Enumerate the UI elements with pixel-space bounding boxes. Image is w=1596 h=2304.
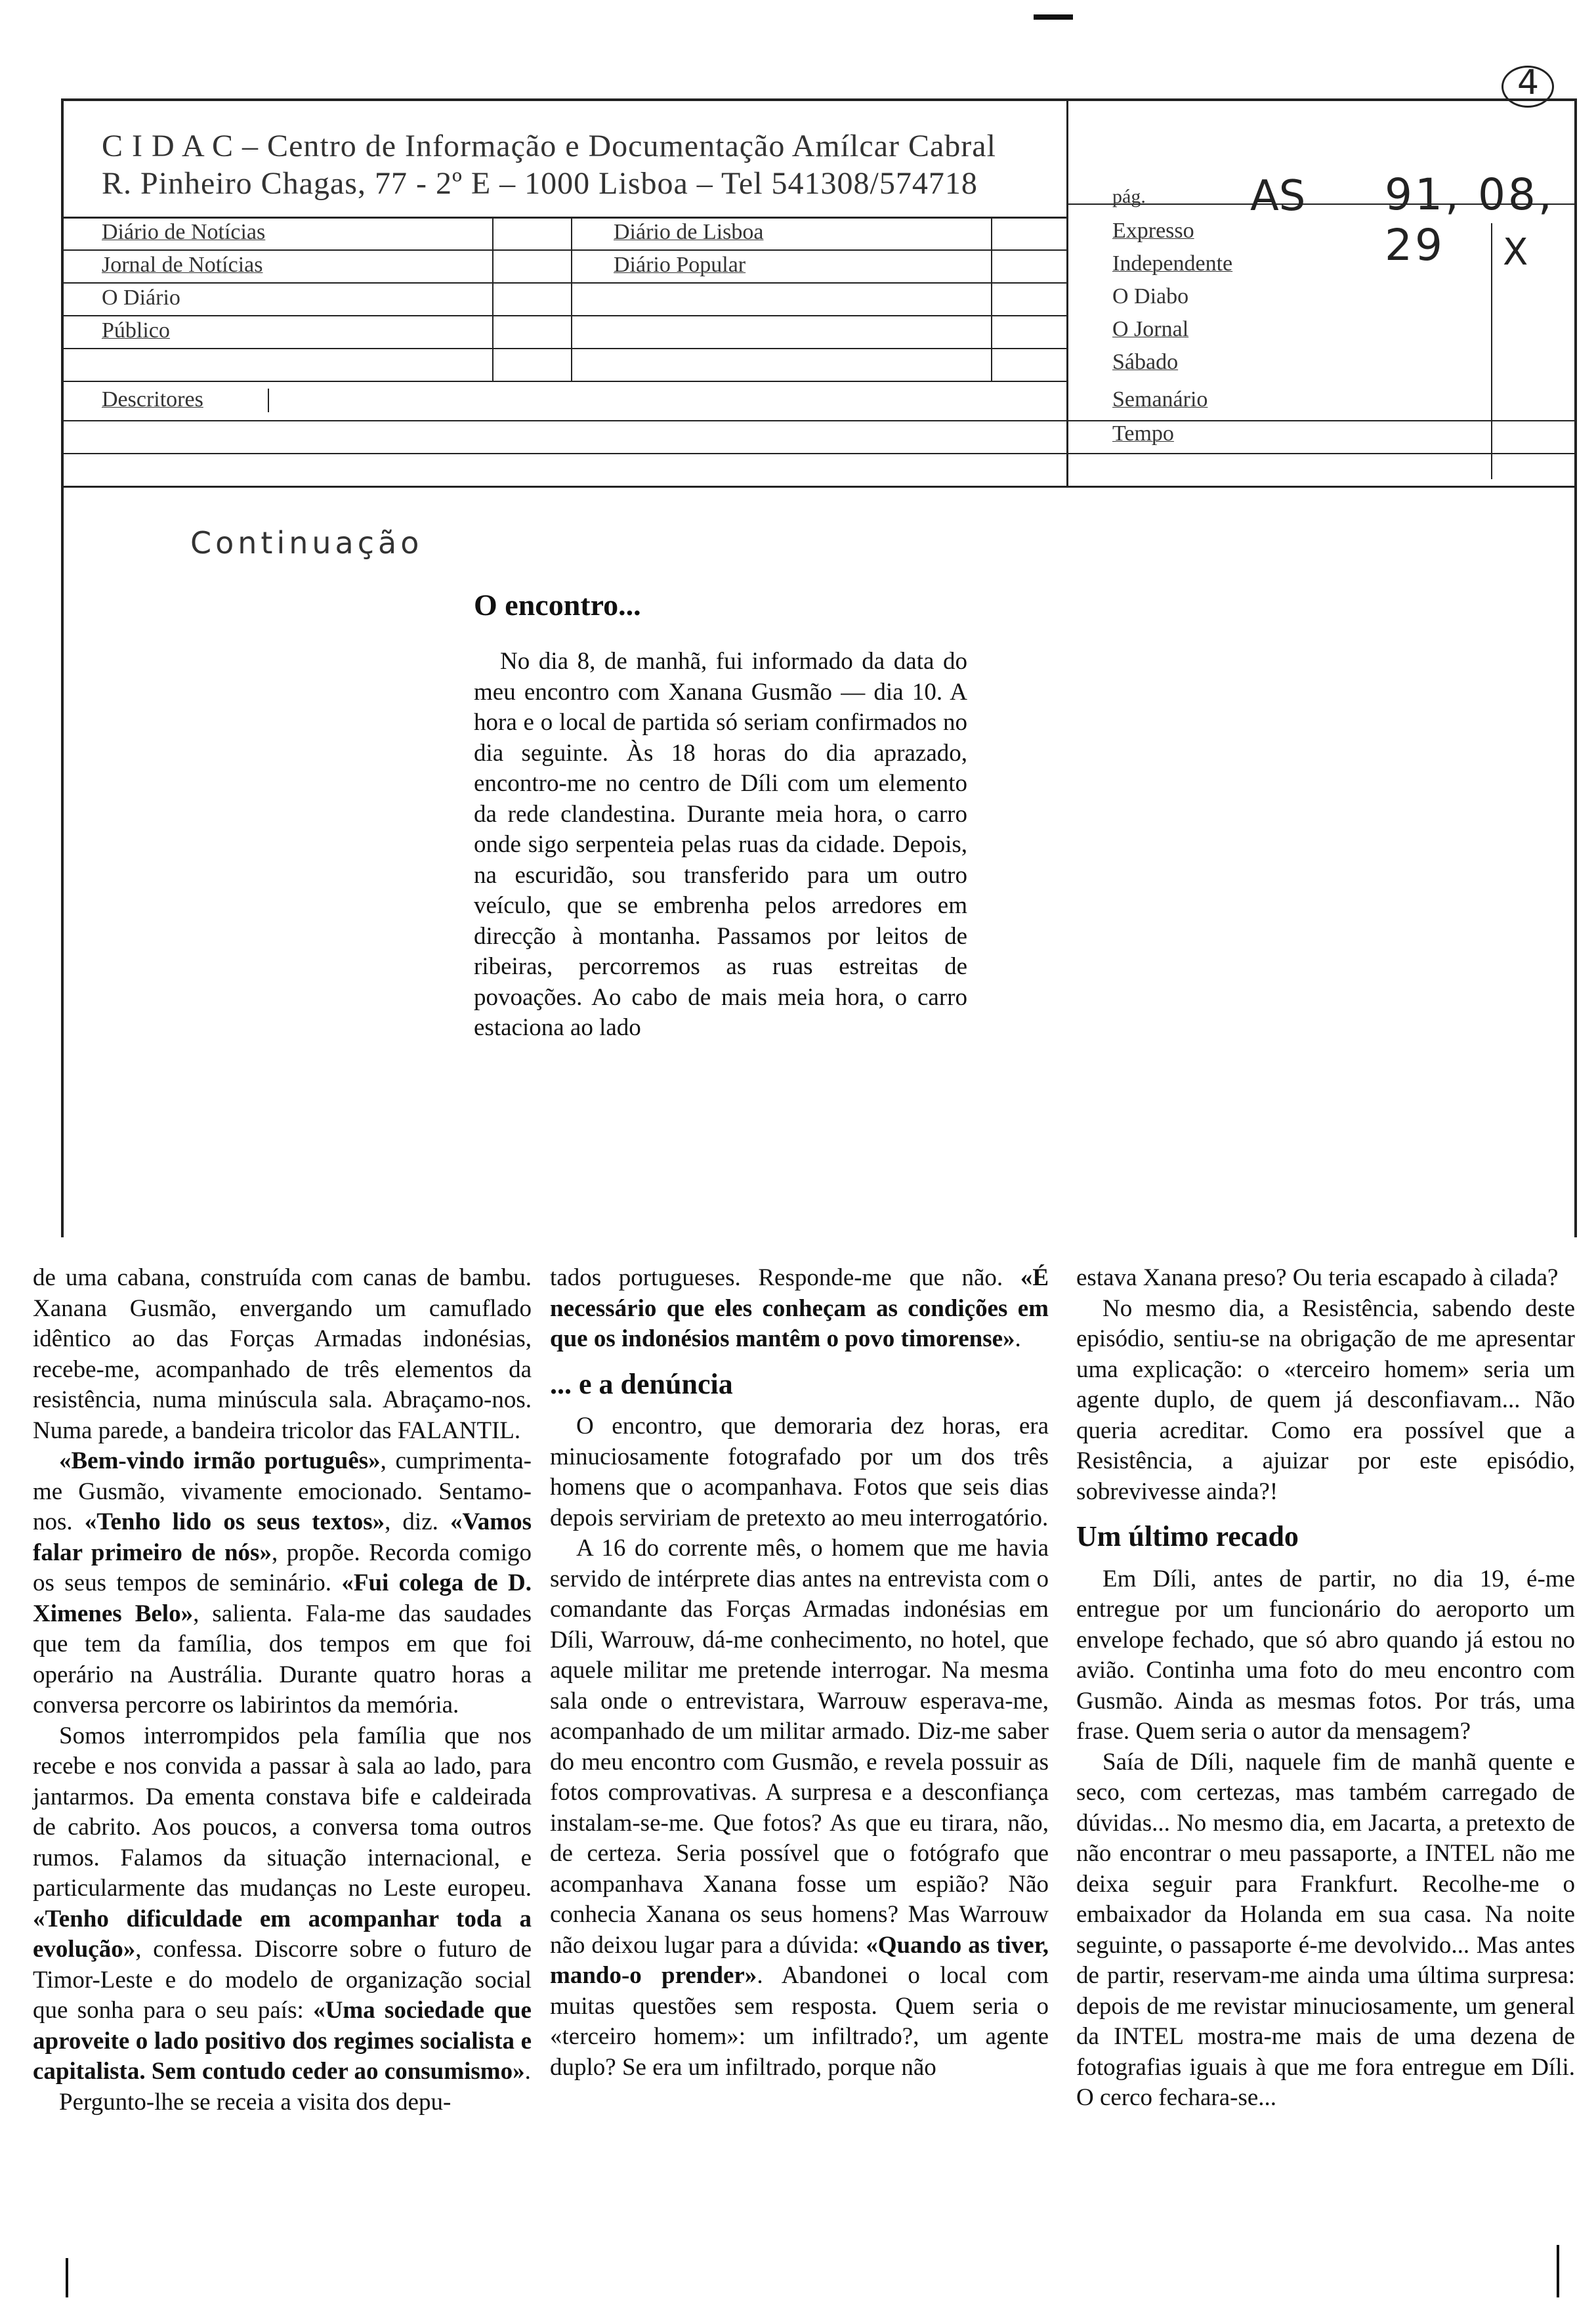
paper-publico: Público <box>102 318 170 343</box>
paper-diario-lisboa: Diário de Lisboa <box>614 220 764 244</box>
paragraph: Somos interrompidos pela família que nos recebe e nos convida a passar à sala ao lado, para jantarmos. Da ementa constava bife e caldeirada de cabrito. Aos poucos, a conversa toma outros rumos. Falamos da situação internacional, e particularmente das mudanças no Leste europeu. «Tenho dificuldade em acompanhar toda a evolução», confessa. Discorre sobre o futuro de Timor-Leste e do modelo de organização social que sonha para o seu país: «Uma sociedade que aproveite o lado positivo dos regimes socialista e capitalista. Sem contudo ceder ao consumismo». <box>33 1722 532 2085</box>
scan-mark <box>1557 2245 1559 2297</box>
checked-mark: X <box>1503 231 1528 274</box>
paper-tempo: Tempo <box>1112 421 1174 446</box>
paragraph: O encontro, que demoraria dez horas, era minuciosamente fotografado por um dos três homens que o acompanhava. Fotos que seis dias depois serviriam de pretexto ao meu interrogatório. <box>550 1413 1049 1531</box>
paper-o-jornal: O Jornal <box>1112 317 1189 341</box>
scan-mark <box>66 2258 68 2297</box>
paper-semanario: Semanário <box>1112 387 1208 412</box>
paragraph: tados portugueses. Responde-me que não. «É necessário que eles conheçam as condições em que os indonésios mantêm o povo timorense». <box>550 1264 1049 1352</box>
section-title-encontro: O encontro... <box>474 588 641 622</box>
paper-o-diario: O Diário <box>102 286 180 310</box>
article-intro <box>474 647 967 1044</box>
paragraph: No mesmo dia, a Resistência, sabendo deste episódio, sentiu-se na obrigação de me apresentar uma explicação: o «terceiro homem» seria um agente duplo, de quem já desconfiavam... Não queria acreditar. Como era possível que a Resistência, a ajuizar por este episódio, sobrevivesse ainda?! <box>1076 1294 1575 1505</box>
paper-diario-popular: Diário Popular <box>614 253 746 277</box>
descriptors-label: Descritores <box>102 387 203 412</box>
continuation-label: Continuação <box>190 525 423 561</box>
paragraph: Saía de Díli, naquele fim de manhã quente e seco, com certezas, mas também carregado de dúvidas... No mesmo dia, em Jacarta, a pretexto de não encontrar o meu passaporte, a INTEL não me deixa seguir para Frankfurt. Recolhe-me o embaixador da Holanda em sua casa. Na noite seguinte, o passaporte é-me devolvido... Mas antes de partir, reservam-me ainda uma última surpresa: depois de me revistar minuciosamente, um general da INTEL mostra-me mais de uma dezena de fotografias iguais à que me fora entregue em Díli. O cerco fechara-se... <box>1076 1748 1575 2111</box>
article-column-3 <box>1076 1263 1575 2114</box>
scan-mark <box>1034 14 1073 20</box>
page-value: AS <box>1250 172 1306 221</box>
paper-expresso: Expresso <box>1112 219 1194 243</box>
page-label: pág. <box>1112 186 1146 207</box>
section-title-ultimo-recado: Um último recado <box>1076 1520 1299 1552</box>
paper-diario-noticias: Diário de Notícias <box>102 220 266 244</box>
section-title-denuncia: ... e a denúncia <box>550 1367 733 1400</box>
paragraph: estava Xanana preso? Ou teria escapado à cilada? <box>1076 1264 1559 1291</box>
article-column-1 <box>33 1263 532 2118</box>
org-name: C I D A C – Centro de Informação e Documentação Amílcar Cabral <box>102 129 996 163</box>
paragraph: Em Díli, antes de partir, no dia 19, é-me entregue por um funcionário do aeroporto um envelope fechado, que só abro quando já estou no avião. Continha uma foto do meu encontro com Gusmão. Ainda as mesmas fotos. Por trás, uma frase. Quem seria o autor da mensagem? <box>1076 1565 1575 1745</box>
page-number: 4 <box>1517 63 1540 102</box>
paragraph: No dia 8, de manhã, fui informado da data do meu encontro com Xanana Gusmão — dia 10. A hora e o local de partida só seriam confirmados no dia seguinte. Às 18 horas do dia aprazado, encontro-me no centro de Díli com um elemento da rede clandestina. Durante meia hora, o carro onde sigo serpenteia pelas ruas da cidade. Depois, na escuridão, sou transferido para um outro veículo, que se embrenha pelos arredores em direcção à montanha. Passamos por leitos de ribeiras, percorremos as ruas estreitas de povoações. Ao cabo de mais meia hora, o carro estaciona ao lado <box>474 648 967 1041</box>
paragraph: A 16 do corrente mês, o homem que me havia servido de intérprete dias antes na entrevista com o comandante das Forças Armadas indonésias em Díli, Warrouw, dá-me conhecimento, no hotel, que aquele militar me pretende interrogar. Na mesma sala onde o entrevistara, Warrouw esperava-me, acompanhado de um militar armado. Diz-me saber do meu encontro com Gusmão, e revela possuir as fotos comprovativas. A surpresa e a desconfiança instalam-se-me. Que fotos? As que eu tirara, não, de certeza. Seria possível que o fotógrafo que acompanhava Xanana fosse um espião? Não conhecia Xanana os seus homens? Mas Warrouw não deixou lugar para a dúvida: «Quando as tiver, mando-o prender». Abandonei o local com muitas questões sem resposta. Quem seria o «terceiro homem»: um infiltrado?, um agente duplo? Se era um infiltrado, porque não <box>550 1535 1049 2081</box>
paper-o-diabo: O Diabo <box>1112 284 1189 309</box>
paragraph: de uma cabana, construída com canas de bambu. Xanana Gusmão, envergando um camuflado idêntico ao das Forças Armadas indonésias, recebe-me, acompanhado de três elementos da resistência, numa minúscula sala. Abraçamo-nos. Numa parede, a bandeira tricolor das FALANTIL. <box>33 1264 532 1444</box>
paper-sabado: Sábado <box>1112 350 1179 374</box>
org-address: R. Pinheiro Chagas, 77 - 2º E – 1000 Lisboa – Tel 541308/574718 <box>102 166 978 201</box>
date-value: 91, 08, 29 <box>1385 169 1555 270</box>
article-column-2 <box>550 1263 1049 2083</box>
paragraph: Pergunto-lhe se receia a visita dos depu- <box>59 2088 452 2116</box>
paragraph: «Bem-vindo irmão português», cumprimenta-me Gusmão, vivamente emocionado. Sentamo-nos. «Tenho lido os seus textos», diz. «Vamos falar primeiro de nós», propõe. Recorda comigo os seus tempos de seminário. «Fui colega de D. Ximenes Belo», salienta. Fala-me das saudades que tem da família, dos tempos em que foi operário na Austrália. Durante quatro horas a conversa percorre os labirintos da memória. <box>33 1447 532 1718</box>
paper-jornal-noticias: Jornal de Notícias <box>102 253 263 277</box>
paper-independente: Independente <box>1112 251 1233 276</box>
